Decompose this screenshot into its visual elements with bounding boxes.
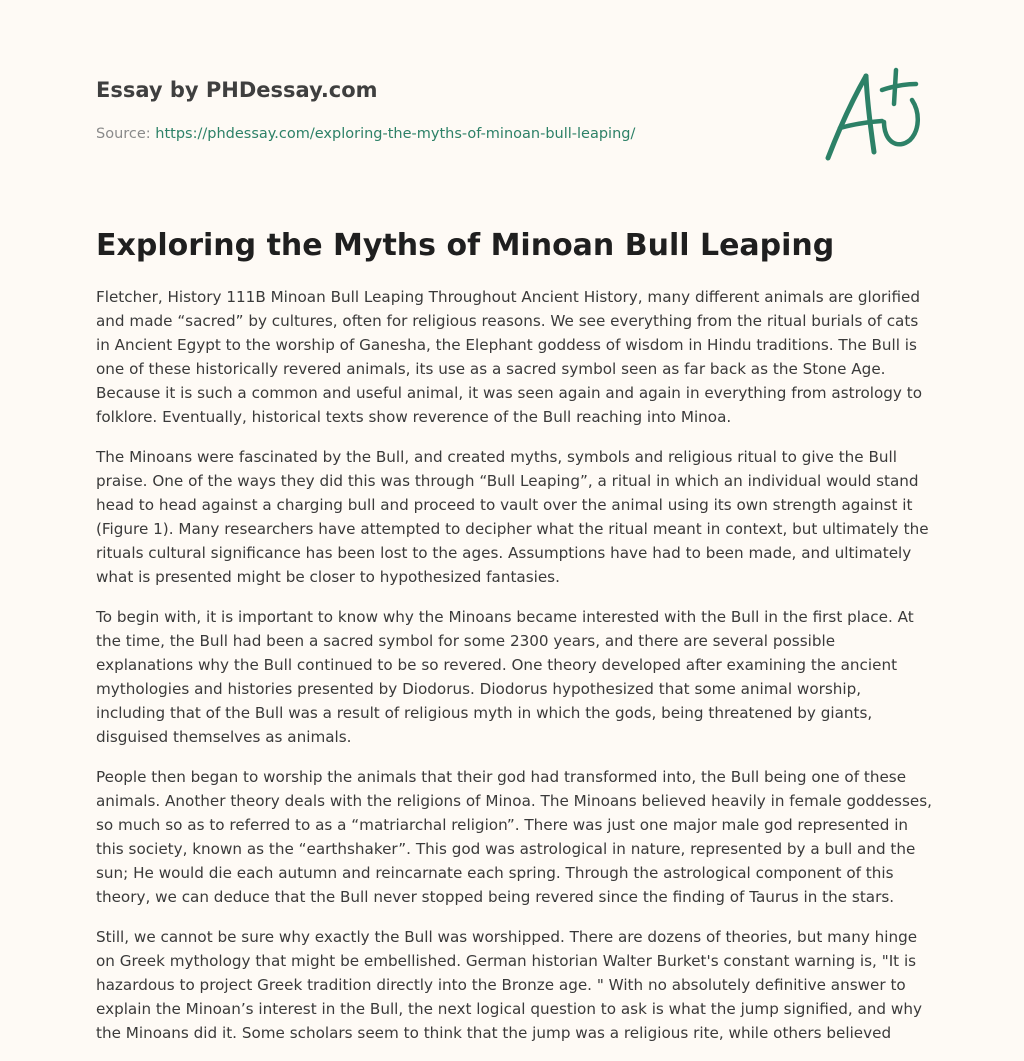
source-link[interactable]: https://phdessay.com/exploring-the-myths-of-minoan-bull-leaping/ <box>155 126 636 142</box>
site-brand: Essay by PHDessay.com <box>96 78 378 102</box>
source-label: Source: <box>96 126 151 142</box>
essay-paragraph: To begin with, it is important to know why the Minoans became interested with the Bull in the first place. At the time, the Bull had been a sacred symbol for some 2300 years, and there are several possible explanations why the Bull continued to be so revered. One theory developed after examining the ancient mythologies and histories presented by Diodorus. Diodorus hypothesized that some animal worship, including that of the Bull was a result of religious myth in which the gods, being threatened by giants, disguised themselves as animals. <box>96 608 914 746</box>
source-line <box>96 124 796 144</box>
essay-body <box>96 285 934 1061</box>
essay-paragraph: Still, we cannot be sure why exactly the Bull was worshipped. There are dozens of theories, but many hinge on Greek mythology that might be embellished. German historian Walter Burket's constant warning is, "It is hazardous to project Greek tradition directly into the Bronze age. " With no absolutely definitive answer to explain the Minoan’s interest in the Bull, the next logical question to ask is what the jump signified, and why the Minoans did it. Some scholars seem to think that the jump was a religious rite, while others believed <box>96 928 922 1042</box>
essay-title: Exploring the Myths of Minoan Bull Leaping <box>96 228 835 263</box>
essay-header <box>96 74 796 144</box>
essay-paragraph: Fletcher, History 111B Minoan Bull Leaping Throughout Ancient History, many different animals are glorified and made “sacred” by cultures, often for religious reasons. We see everything from the ritual burials of cats in Ancient Egypt to the worship of Ganesha, the Elephant goddess of wisdom in Hindu traditions. The Bull is one of these historically revered animals, its use as a sacred symbol seen as far back as the Stone Age. Because it is such a common and useful animal, it was seen again and again in everything from astrology to folklore. Eventually, historical texts show reverence of the Bull reaching into Minoa. <box>96 288 922 426</box>
essay-paragraph: The Minoans were fascinated by the Bull, and created myths, symbols and religious ritual to give the Bull praise. One of the ways they did this was through “Bull Leaping”, a ritual in which an individual would stand head to head against a charging bull and proceed to vault over the animal using its own strength against it (Figure 1). Many researchers have attempted to decipher what the ritual meant in context, but ultimately the rituals cultural significance has been lost to the ages. Assumptions have had to been made, and ultimately what is presented might be closer to hypothesized fantasies. <box>96 448 929 586</box>
essay-paragraph: People then began to worship the animals that their god had transformed into, the Bull being one of these animals. Another theory deals with the religions of Minoa. The Minoans believed heavily in female goddesses, so much so as to referred to as a “matriarchal religion”. There was just one major male god represented in this society, known as the “earthshaker”. This god was astrological in nature, represented by a bull and the sun; He would die each autumn and reincarnate each spring. Through the astrological component of this theory, we can deduce that the Bull never stopped being revered since the finding of Taurus in the stars. <box>96 768 932 906</box>
a-plus-grade-icon <box>820 66 930 166</box>
